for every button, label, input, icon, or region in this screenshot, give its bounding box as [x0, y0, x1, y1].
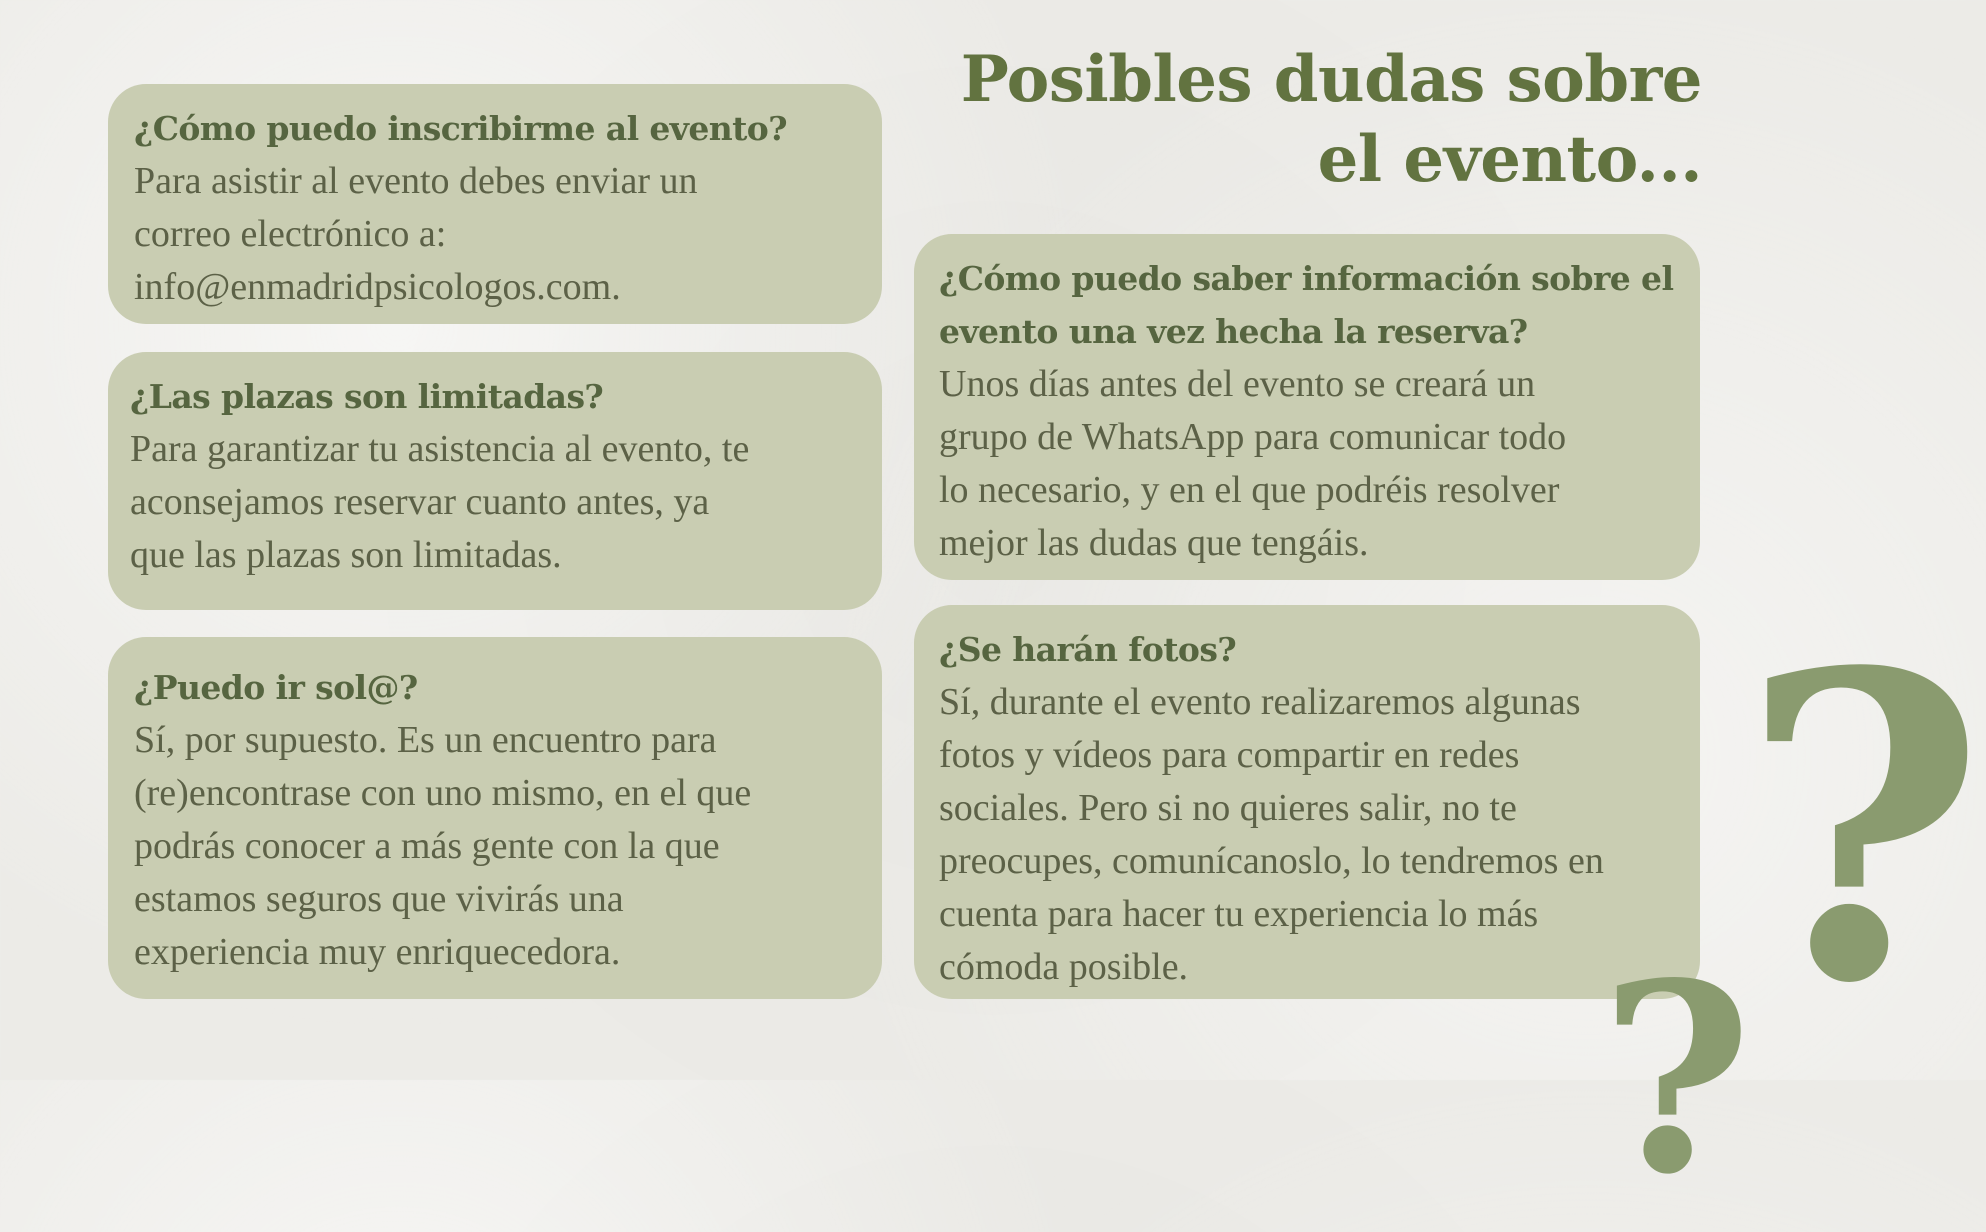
faq-answer-line: Sí, por supuesto. Es un encuentro para	[134, 719, 717, 761]
page-title	[802, 40, 1702, 200]
faq-answer-line: estamos seguros que vivirás una	[134, 878, 624, 920]
faq-answer-line: cuenta para hacer tu experiencia lo más	[939, 893, 1539, 935]
faq-answer-line: correo electrónico a:	[134, 213, 447, 255]
faq-answer-line: Para garantizar tu asistencia al evento, te	[130, 428, 750, 470]
faq-question: ¿Se harán fotos?	[939, 630, 1237, 669]
faq-answer-line: fotos y vídeos para compartir en redes	[939, 734, 1520, 776]
page-title-line-2: el evento...	[1317, 122, 1702, 197]
faq-answer-line: podrás conocer a más gente con la que	[134, 825, 720, 867]
faq-answer-line: info@enmadridpsicologos.com.	[134, 266, 621, 308]
faq-card-solo	[108, 637, 882, 999]
faq-answer-line: que las plazas son limitadas.	[130, 534, 562, 576]
faq-answer-line: experiencia muy enriquecedora.	[134, 931, 621, 973]
question-mark-icon: ?	[1740, 583, 1986, 1076]
faq-card-plazas	[108, 352, 882, 610]
faq-question-line: ¿Cómo puedo saber información sobre el	[939, 259, 1674, 298]
faq-answer-line: aconsejamos reservar cuanto antes, ya	[130, 481, 710, 523]
faq-answer	[939, 358, 1674, 570]
faq-question: ¿Las plazas son limitadas?	[130, 377, 604, 416]
faq-answer-line: grupo de WhatsApp para comunicar todo	[939, 416, 1567, 458]
faq-answer-line: mejor las dudas que tengáis.	[939, 522, 1369, 564]
faq-card-fotos	[914, 605, 1700, 999]
page-title-line-1: Posibles dudas sobre	[960, 42, 1702, 117]
faq-answer	[134, 714, 856, 979]
faq-answer-line: Sí, durante el evento realizaremos algunas	[939, 681, 1581, 723]
faq-answer-line: sociales. Pero si no quieres salir, no te	[939, 787, 1517, 829]
faq-question	[939, 252, 1674, 358]
faq-answer	[134, 155, 856, 314]
faq-question-line: evento una vez hecha la reserva?	[939, 312, 1528, 351]
faq-answer-line: (re)encontrase con uno mismo, en el que	[134, 772, 752, 814]
faq-answer-line: preocupes, comunícanoslo, lo tendremos en	[939, 840, 1604, 882]
faq-card-informacion	[914, 234, 1700, 580]
faq-answer-line: cómoda posible.	[939, 946, 1189, 988]
faq-card-inscripcion	[108, 84, 882, 324]
faq-answer	[939, 676, 1674, 994]
faq-answer-line: Unos días antes del evento se creará un	[939, 363, 1536, 405]
faq-answer	[130, 423, 856, 582]
faq-question: ¿Cómo puedo inscribirme al evento?	[134, 109, 787, 148]
faq-answer-line: lo necesario, y en el que podréis resolver	[939, 469, 1560, 511]
faq-answer-line: Para asistir al evento debes enviar un	[134, 160, 698, 202]
question-mark-icon: ?	[1600, 927, 1753, 1232]
faq-question: ¿Puedo ir sol@?	[134, 668, 418, 707]
